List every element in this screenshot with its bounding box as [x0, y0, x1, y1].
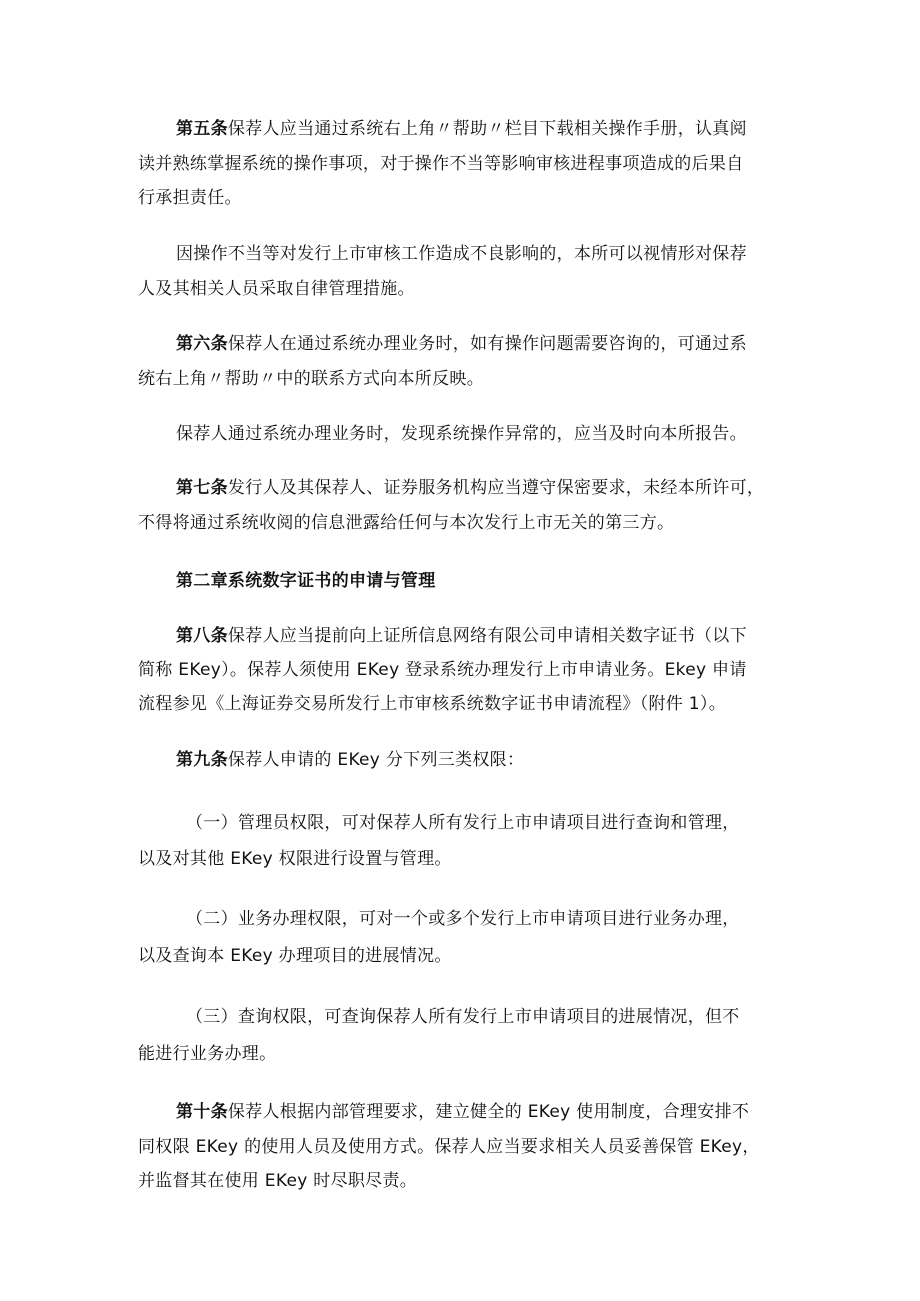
chapter-2-title: 第二章系统数字证书的申请与管理 [176, 571, 436, 591]
article-5-line-1 [176, 119, 747, 139]
item-1-line-2: 以及对其他 EKey 权限进行设置与管理。 [138, 849, 452, 869]
article-10-line-2: 同权限 EKey 的使用人员及使用方式。保荐人应当要求相关人员妥善保管 EKey， [138, 1137, 760, 1157]
article-8-text: 保荐人应当提前向上证所信息网络有限公司申请相关数字证书（以下 [227, 626, 747, 646]
article-5-line-2: 读并熟练掌握系统的操作事项，对于操作不当等影响审核进程事项造成的后果自 [138, 154, 744, 174]
article-9-text: 保荐人申请的 EKey 分下列三类权限： [227, 750, 525, 770]
article-5-line-3: 行承担责任。 [138, 188, 242, 208]
article-7-line-2: 不得将通过系统收阅的信息泄露给任何与本次发行上市无关的第三方。 [138, 513, 675, 533]
article-6-line-1 [176, 334, 747, 354]
article-8-line-1 [176, 626, 747, 646]
item-1-line-1: （一）管理员权限，可对保荐人所有发行上市申请项目进行查询和管理， [186, 813, 740, 833]
article-8-line-2: 简称 EKey）。保荐人须使用 EKey 登录系统办理发行上市申请业务。Ekey 申请 [138, 660, 747, 680]
article-5-text: 保荐人应当通过系统右上角〃帮助〃栏目下载相关操作手册，认真阅 [227, 119, 747, 139]
article-6-text: 保荐人在通过系统办理业务时，如有操作问题需要咨询的，可通过系 [227, 334, 747, 354]
article-10-label: 第十条 [176, 1102, 228, 1122]
article-7-text: 发行人及其保荐人、证券服务机构应当遵守保密要求，未经本所许可， [227, 478, 765, 498]
item-2-line-1: （二）业务办理权限，可对一个或多个发行上市申请项目进行业务办理， [186, 909, 740, 929]
article-8-label: 第八条 [176, 626, 228, 646]
article-10-text: 保荐人根据内部管理要求，建立健全的 EKey 使用制度，合理安排不 [227, 1102, 750, 1122]
item-2-line-2: 以及查询本 EKey 办理项目的进展情况。 [138, 946, 452, 966]
article-5-label: 第五条 [176, 119, 228, 139]
article-8-line-3: 流程参见《上海证券交易所发行上市审核系统数字证书申请流程》（附件 1）。 [138, 694, 727, 714]
article-10-line-3: 并监督其在使用 EKey 时尽职尽责。 [138, 1171, 418, 1191]
item-3-line-1: （三）查询权限，可查询保荐人所有发行上市申请项目的进展情况，但不 [186, 1007, 740, 1027]
article-9-label: 第九条 [176, 750, 228, 770]
article-6-para-2-line-1: 保荐人通过系统办理业务时，发现系统操作异常的，应当及时向本所报告。 [176, 424, 747, 444]
article-7-label: 第七条 [176, 478, 228, 498]
article-5-para-2-line-1: 因操作不当等对发行上市审核工作造成不良影响的，本所可以视情形对保荐 [176, 244, 747, 264]
item-3-line-2: 能进行业务办理。 [138, 1044, 277, 1064]
article-10-line-1 [176, 1102, 749, 1122]
article-5-para-2-line-2: 人及其相关人员采取自律管理措施。 [138, 279, 415, 299]
article-6-label: 第六条 [176, 334, 228, 354]
article-6-line-2: 统右上角〃帮助〃中的联系方式向本所反映。 [138, 369, 484, 389]
article-7-line-1 [176, 478, 764, 498]
article-9-line-1 [176, 750, 524, 770]
